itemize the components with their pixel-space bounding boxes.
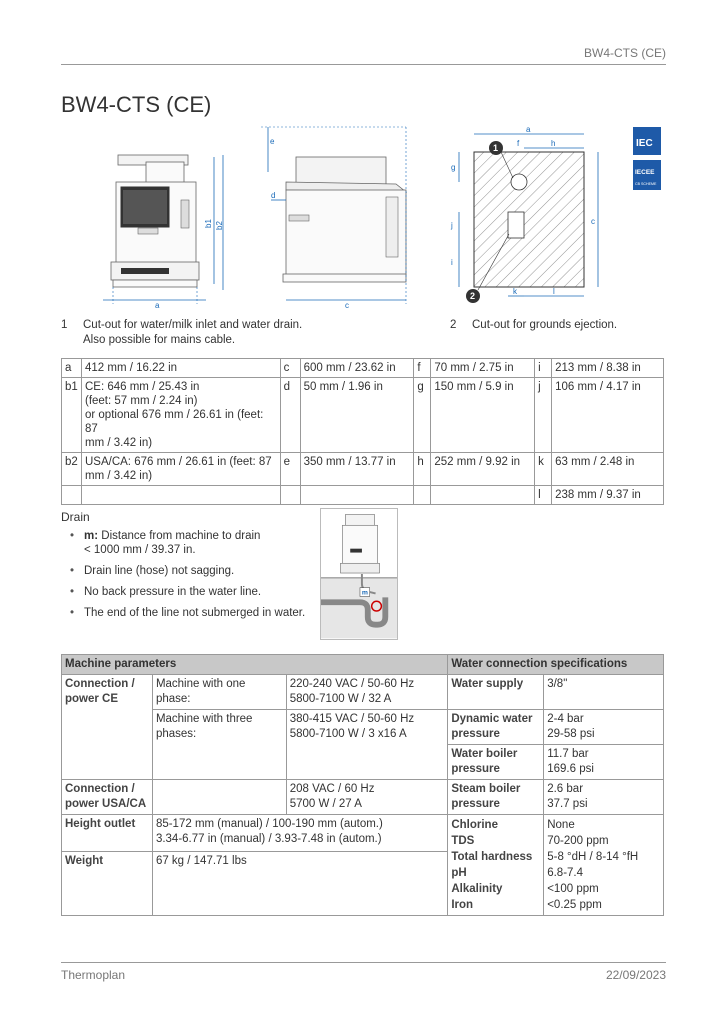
header-divider bbox=[61, 64, 666, 65]
dimension-key: k bbox=[535, 453, 552, 486]
label-d: d bbox=[271, 191, 276, 200]
label-c2: c bbox=[591, 217, 595, 226]
dimension-key: a bbox=[62, 359, 82, 378]
dimensions-row bbox=[62, 378, 664, 453]
dimensions-row bbox=[62, 486, 664, 505]
label-g: g bbox=[451, 163, 456, 172]
dimension-key: b2 bbox=[62, 453, 82, 486]
note-1-number: 1 bbox=[61, 319, 68, 331]
dimension-value: 252 mm / 9.92 in bbox=[431, 453, 535, 486]
dimension-key: j bbox=[535, 378, 552, 453]
dimension-value: USA/CA: 676 mm / 26.61 in (feet: 87 mm / 3.42 in) bbox=[81, 453, 280, 486]
side-view-drawing bbox=[261, 127, 406, 310]
dimension-value: 50 mm / 1.96 in bbox=[300, 378, 414, 453]
dimension-key: e bbox=[280, 453, 300, 486]
boiler-pressure-value: 11.7 bar 169.6 psi bbox=[544, 745, 664, 780]
three-phase-value: 380-415 VAC / 50-60 Hz 5800-7100 W / 3 x16 A bbox=[286, 710, 448, 780]
water-supply-label: Water supply bbox=[448, 675, 544, 710]
callout-2: 2 bbox=[470, 291, 476, 301]
label-b1: b1 bbox=[204, 219, 213, 228]
dynamic-pressure-label: Dynamic water pressure bbox=[448, 710, 544, 745]
drain-requirements-list bbox=[70, 529, 330, 627]
dimension-key: f bbox=[414, 359, 431, 378]
machine-parameters-heading: Machine parameters bbox=[62, 655, 448, 675]
dimension-key bbox=[414, 486, 431, 505]
weight-value: 67 kg / 147.71 lbs bbox=[152, 852, 447, 916]
label-k: k bbox=[513, 287, 517, 296]
dimension-key: h bbox=[414, 453, 431, 486]
height-outlet-label: Height outlet bbox=[62, 815, 153, 852]
dimension-value: 238 mm / 9.37 in bbox=[552, 486, 664, 505]
dynamic-pressure-value: 2-4 bar 29-58 psi bbox=[544, 710, 664, 745]
usa-power-value: 208 VAC / 60 Hz 5700 W / 27 A bbox=[286, 780, 448, 815]
label-a: a bbox=[155, 301, 160, 310]
dimensions-row bbox=[62, 359, 664, 378]
front-view-drawing bbox=[103, 155, 224, 310]
footer-company: Thermoplan bbox=[61, 968, 126, 982]
note-1 bbox=[61, 318, 421, 350]
dimension-value: 350 mm / 13.77 in bbox=[300, 453, 414, 486]
label-l: l bbox=[553, 287, 555, 296]
water-supply-value: 3/8" bbox=[544, 675, 664, 710]
svg-text:IEC: IEC bbox=[636, 138, 653, 149]
machine-parameters-table bbox=[61, 654, 664, 916]
water-quality-values: None 70-200 ppm 5-8 °dH / 8-14 °fH 6.8-7.4 <100 ppm <0.25 ppm bbox=[544, 815, 664, 916]
water-quality-labels: Chlorine TDS Total hardness pH Alkalinity Iron bbox=[448, 815, 544, 916]
label-c: c bbox=[345, 301, 349, 310]
dimension-value: CE: 646 mm / 25.43 in (feet: 57 mm / 2.24 in) or optional 676 mm / 26.61 in (feet: 87 mm / 3.42 in) bbox=[81, 378, 280, 453]
drain-item-back-pressure: • No back pressure in the water line. bbox=[70, 585, 320, 599]
dimension-key bbox=[280, 486, 300, 505]
drain-label-m: m bbox=[361, 589, 368, 597]
connection-power-ce-label: Connection / power CE bbox=[62, 675, 153, 780]
drain-item-submerged: • The end of the line not submerged in water. bbox=[70, 606, 330, 620]
cutout-plan-drawing bbox=[450, 125, 598, 303]
three-phase-label: Machine with three phases: bbox=[152, 710, 286, 780]
note-1-line2: Also possible for mains cable. bbox=[83, 334, 236, 346]
dimension-key: d bbox=[280, 378, 300, 453]
label-b2: b2 bbox=[215, 221, 224, 230]
dimension-key: l bbox=[535, 486, 552, 505]
dimension-value: 70 mm / 2.75 in bbox=[431, 359, 535, 378]
water-connection-heading: Water connection specifications bbox=[448, 655, 664, 675]
footer-divider bbox=[61, 962, 666, 963]
one-phase-label: Machine with one phase: bbox=[152, 675, 286, 710]
label-a2: a bbox=[526, 125, 531, 134]
note-2-line1: Cut-out for grounds ejection. bbox=[472, 319, 618, 331]
dimension-value bbox=[81, 486, 280, 505]
usa-empty-cell bbox=[152, 780, 286, 815]
iecee-cb-logo bbox=[633, 160, 661, 190]
label-j: j bbox=[451, 221, 453, 230]
page-title: BW4-CTS (CE) bbox=[61, 92, 212, 117]
weight-label: Weight bbox=[62, 852, 153, 916]
drain-item-sagging: • Drain line (hose) not sagging. bbox=[70, 564, 320, 578]
callout-1: 1 bbox=[493, 143, 499, 153]
dimension-key: i bbox=[535, 359, 552, 378]
drain-item-distance: • m: Distance from machine to drain < 1000 mm / 39.37 in. bbox=[70, 529, 320, 557]
label-e: e bbox=[270, 137, 275, 146]
label-h: h bbox=[551, 139, 556, 148]
steam-pressure-value: 2.6 bar 37.7 psi bbox=[544, 780, 664, 815]
dimensions-row bbox=[62, 453, 664, 486]
one-phase-value: 220-240 VAC / 50-60 Hz 5800-7100 W / 32 A bbox=[286, 675, 448, 710]
dimension-value: 106 mm / 4.17 in bbox=[552, 378, 664, 453]
note-2-number: 2 bbox=[450, 319, 457, 331]
svg-text:CB SCHEME: CB SCHEME bbox=[635, 182, 657, 186]
svg-text:IECEE: IECEE bbox=[635, 169, 655, 176]
dimension-key: c bbox=[280, 359, 300, 378]
dimension-value: 213 mm / 8.38 in bbox=[552, 359, 664, 378]
dimension-value: 412 mm / 16.22 in bbox=[81, 359, 280, 378]
dimension-value bbox=[300, 486, 414, 505]
dimension-key: g bbox=[414, 378, 431, 453]
iec-logo bbox=[633, 127, 661, 155]
header-doc-code: BW4-CTS (CE) bbox=[584, 46, 666, 60]
note-2 bbox=[450, 318, 650, 334]
dimensions-table bbox=[61, 358, 664, 505]
height-outlet-value: 85-172 mm (manual) / 100-190 mm (autom.) 3.34-6.77 in (manual) / 3.93-7.48 in (autom.) bbox=[152, 815, 447, 852]
drain-heading: Drain bbox=[61, 510, 90, 524]
boiler-pressure-label: Water boiler pressure bbox=[448, 745, 544, 780]
dimension-value: 63 mm / 2.48 in bbox=[552, 453, 664, 486]
dimension-key bbox=[62, 486, 82, 505]
dimension-key: b1 bbox=[62, 378, 82, 453]
steam-pressure-label: Steam boiler pressure bbox=[448, 780, 544, 815]
dimension-value: 150 mm / 5.9 in bbox=[431, 378, 535, 453]
dimension-value bbox=[431, 486, 535, 505]
dimension-drawings bbox=[61, 122, 671, 317]
note-1-line1: Cut-out for water/milk inlet and water drain. bbox=[83, 319, 303, 331]
dimension-value: 600 mm / 23.62 in bbox=[300, 359, 414, 378]
connection-power-usa-label: Connection / power USA/CA bbox=[62, 780, 153, 815]
label-i: i bbox=[451, 258, 453, 267]
footer-date: 22/09/2023 bbox=[605, 968, 666, 982]
drain-illustration bbox=[320, 508, 398, 640]
label-f: f bbox=[517, 139, 520, 148]
